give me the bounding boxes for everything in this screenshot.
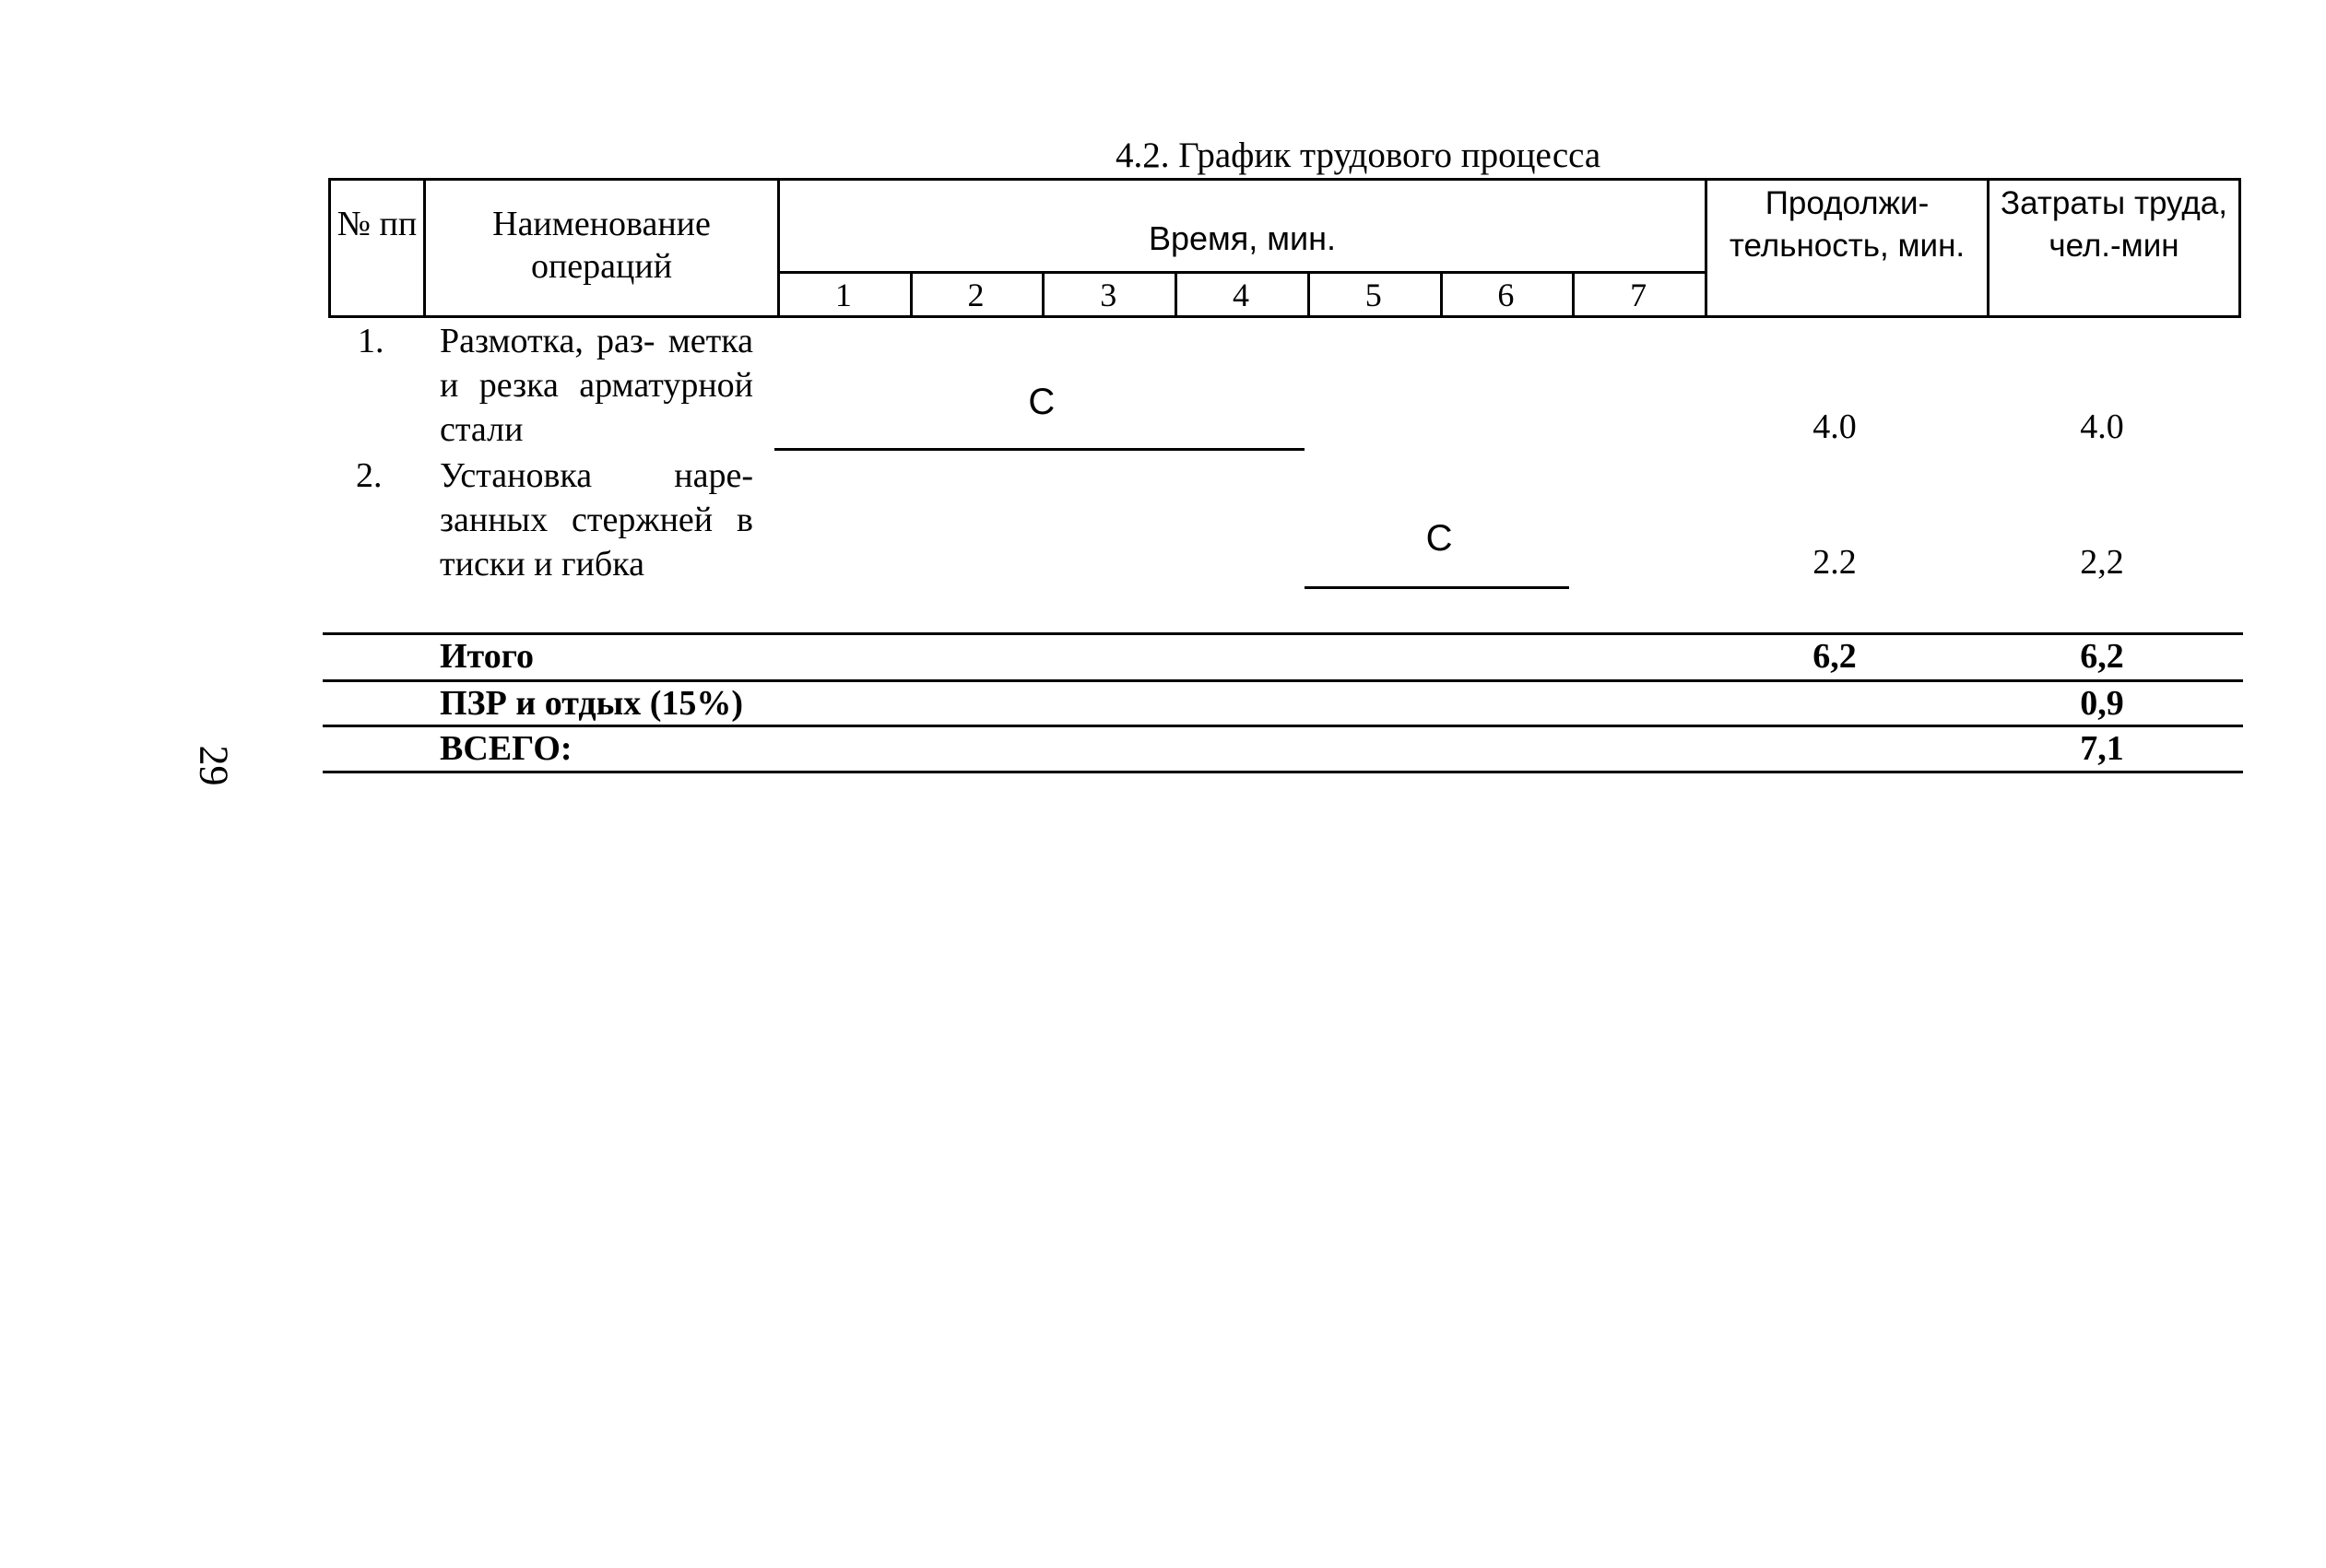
- row-2-duration: 2.2: [1812, 543, 1857, 582]
- grand-total-labor: 7,1: [2080, 729, 2124, 768]
- row-2-labor: 2,2: [2080, 543, 2124, 582]
- header-time: Время, мин.: [1148, 219, 1337, 257]
- row-1-labor: 4.0: [2080, 407, 2124, 446]
- time-column-label: 5: [1364, 277, 1382, 313]
- row-2-name: Установка наре- занных стержней в тиски и гибка: [440, 456, 753, 584]
- row-1-num: 1.: [358, 322, 384, 360]
- table-title: 4.2. График трудового процесса: [1116, 136, 1601, 175]
- total-labor: 6,2: [2080, 637, 2124, 676]
- header-labor: Затраты труда, чел.-мин: [2001, 185, 2227, 264]
- row-1-gantt-label: С: [1028, 382, 1056, 422]
- totals-rule: [323, 679, 2243, 682]
- rest-labor: 0,9: [2080, 684, 2124, 723]
- time-column-label: 7: [1630, 277, 1647, 313]
- rest-label: ПЗР и отдых (15%): [440, 684, 744, 723]
- time-column-label: 4: [1232, 277, 1249, 313]
- row-1-gantt-bar: [774, 448, 1305, 451]
- row-2-gantt-bar: [1305, 586, 1569, 589]
- time-column-label: 6: [1497, 277, 1515, 313]
- header-name: Наименование операций: [492, 205, 711, 286]
- row-1-name: Размотка, раз- метка и резка арматурной стали: [440, 322, 753, 449]
- header-duration: Продолжи- тельность, мин.: [1729, 185, 1966, 264]
- row-1-duration: 4.0: [1812, 407, 1857, 446]
- time-column-label: 2: [967, 277, 985, 313]
- row-2-gantt-label: С: [1425, 518, 1453, 559]
- total-label: Итого: [440, 637, 535, 676]
- table-header: [328, 178, 2241, 318]
- totals-rule: [323, 771, 2243, 773]
- page-number: 29: [191, 745, 237, 786]
- grand-total-label: ВСЕГО:: [440, 729, 573, 768]
- total-duration: 6,2: [1812, 637, 1857, 676]
- time-column-label: 3: [1100, 277, 1117, 313]
- totals-rule: [323, 632, 2243, 635]
- row-2-num: 2.: [356, 456, 383, 495]
- header-num: № пп: [337, 205, 418, 243]
- totals-rule: [323, 725, 2243, 727]
- time-column-label: 1: [834, 277, 852, 313]
